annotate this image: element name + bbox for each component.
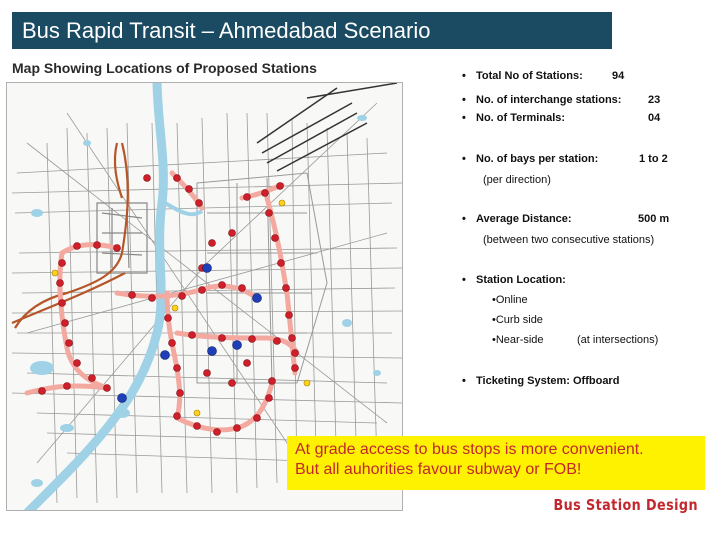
callout-box [287,436,705,490]
distance-value: 500 m [638,213,670,225]
stat-interchange [462,94,661,106]
bullet: • [462,112,466,124]
location-near: •Near-side [492,334,544,346]
callout-line-2: But all auhorities favour subway or FOB! [295,461,582,478]
callout-line-1: At grade access to bus stops is more convenient. [295,441,644,458]
interchange-value: 23 [648,94,661,106]
distance-note: (between two consecutive stations) [483,234,655,246]
stat-terminals [462,112,661,124]
terminals-value: 04 [648,112,661,124]
stat-distance [462,213,670,225]
interchange-label: No. of interchange stations: [476,94,622,106]
stat-total-stations [462,70,625,82]
bays-value: 1 to 2 [639,153,668,165]
stat-ticketing [462,375,619,387]
total-stations-value: 94 [612,70,625,82]
map-caption: Map Showing Locations of Proposed Stations [12,60,317,76]
bullet: • [462,153,466,165]
bays-note: (per direction) [483,174,551,186]
slide-title: Bus Rapid Transit – Ahmedabad Scenario [12,12,612,49]
bullet: • [462,375,466,387]
bullet: • [462,274,466,286]
terminals-label: No. of Terminals: [476,112,566,124]
dense-old-city [97,203,147,273]
bullet: • [462,94,466,106]
footer-label: Bus Station Design [553,496,698,514]
bullet: • [462,213,466,225]
location-curb: •Curb side [492,314,543,326]
bays-label: No. of bays per station: [476,153,599,165]
ticketing-label: Ticketing System: Offboard [476,375,620,387]
location-near-note: (at intersections) [577,334,659,346]
location-label: Station Location: [476,274,566,286]
total-stations-label: Total No of Stations: [476,70,583,82]
distance-label: Average Distance: [476,213,572,225]
highways [257,83,397,171]
stat-location [462,274,566,286]
location-online: •Online [492,294,528,306]
bullet: • [462,70,466,82]
stat-bays [462,153,668,165]
